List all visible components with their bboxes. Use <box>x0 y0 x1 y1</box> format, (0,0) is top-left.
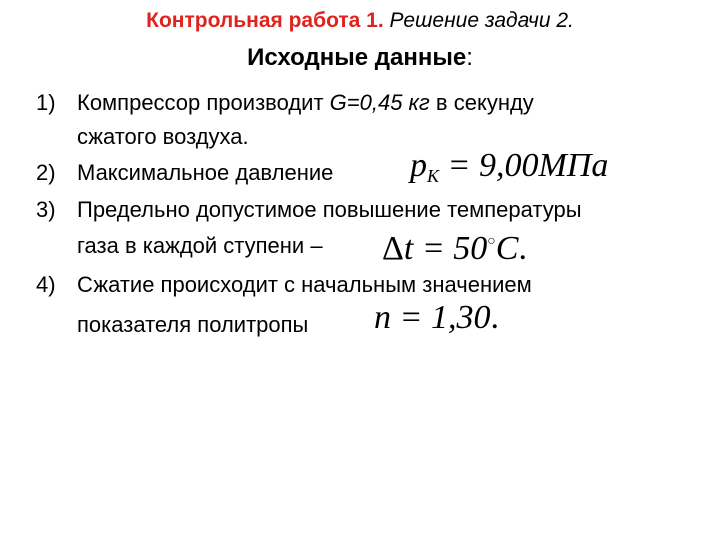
item-1-number: 1) <box>36 90 56 115</box>
item-4-line-1: Сжатие происходит с начальным значением <box>77 272 532 297</box>
formula-t-value: = 50 <box>421 230 488 267</box>
formula-n: n <box>374 299 391 336</box>
item-2-formula <box>410 148 608 194</box>
item-3-line-2: газа в каждой ступени – <box>77 233 323 258</box>
formula-n-value: = 1,30 <box>399 299 491 336</box>
item-1-line-2: сжатого воздуха. <box>77 124 249 149</box>
item-4-line-2: показателя политропы <box>77 312 309 337</box>
item-1-mass-flow: G=0,45 кг <box>329 90 430 115</box>
item-2-number: 2) <box>36 160 56 185</box>
item-3-number: 3) <box>36 197 56 222</box>
formula-delta: Δ <box>382 230 404 267</box>
slide-subtitle <box>0 44 720 72</box>
item-1-text-post: в секунду <box>429 90 534 115</box>
subtitle-bold: Исходные данные <box>247 44 467 71</box>
formula-p-subscript: K <box>427 166 440 186</box>
item-4-number: 4) <box>36 272 56 297</box>
formula-unit: C <box>495 230 519 267</box>
item-3-formula <box>382 224 527 267</box>
formula-tail-3: . <box>518 230 527 267</box>
title-italic-part: Решение задачи 2. <box>389 9 574 32</box>
item-1-text-pre: Компрессор производит <box>77 90 330 115</box>
subtitle-colon: : <box>466 44 473 71</box>
formula-degree: ○ <box>487 234 496 249</box>
formula-p-value: = 9,00МПа <box>447 147 609 184</box>
title-bold-part: Контрольная работа 1. <box>146 9 384 32</box>
formula-tail-4: . <box>490 299 499 336</box>
item-1-line-1 <box>77 90 534 116</box>
item-4-formula <box>374 300 499 336</box>
item-2-line-1: Максимальное давление <box>77 160 334 185</box>
item-3-line-1: Предельно допустимое повышение температуры <box>77 197 582 222</box>
formula-t: t <box>403 230 414 267</box>
slide-title <box>0 9 720 33</box>
formula-p: p <box>410 147 427 184</box>
